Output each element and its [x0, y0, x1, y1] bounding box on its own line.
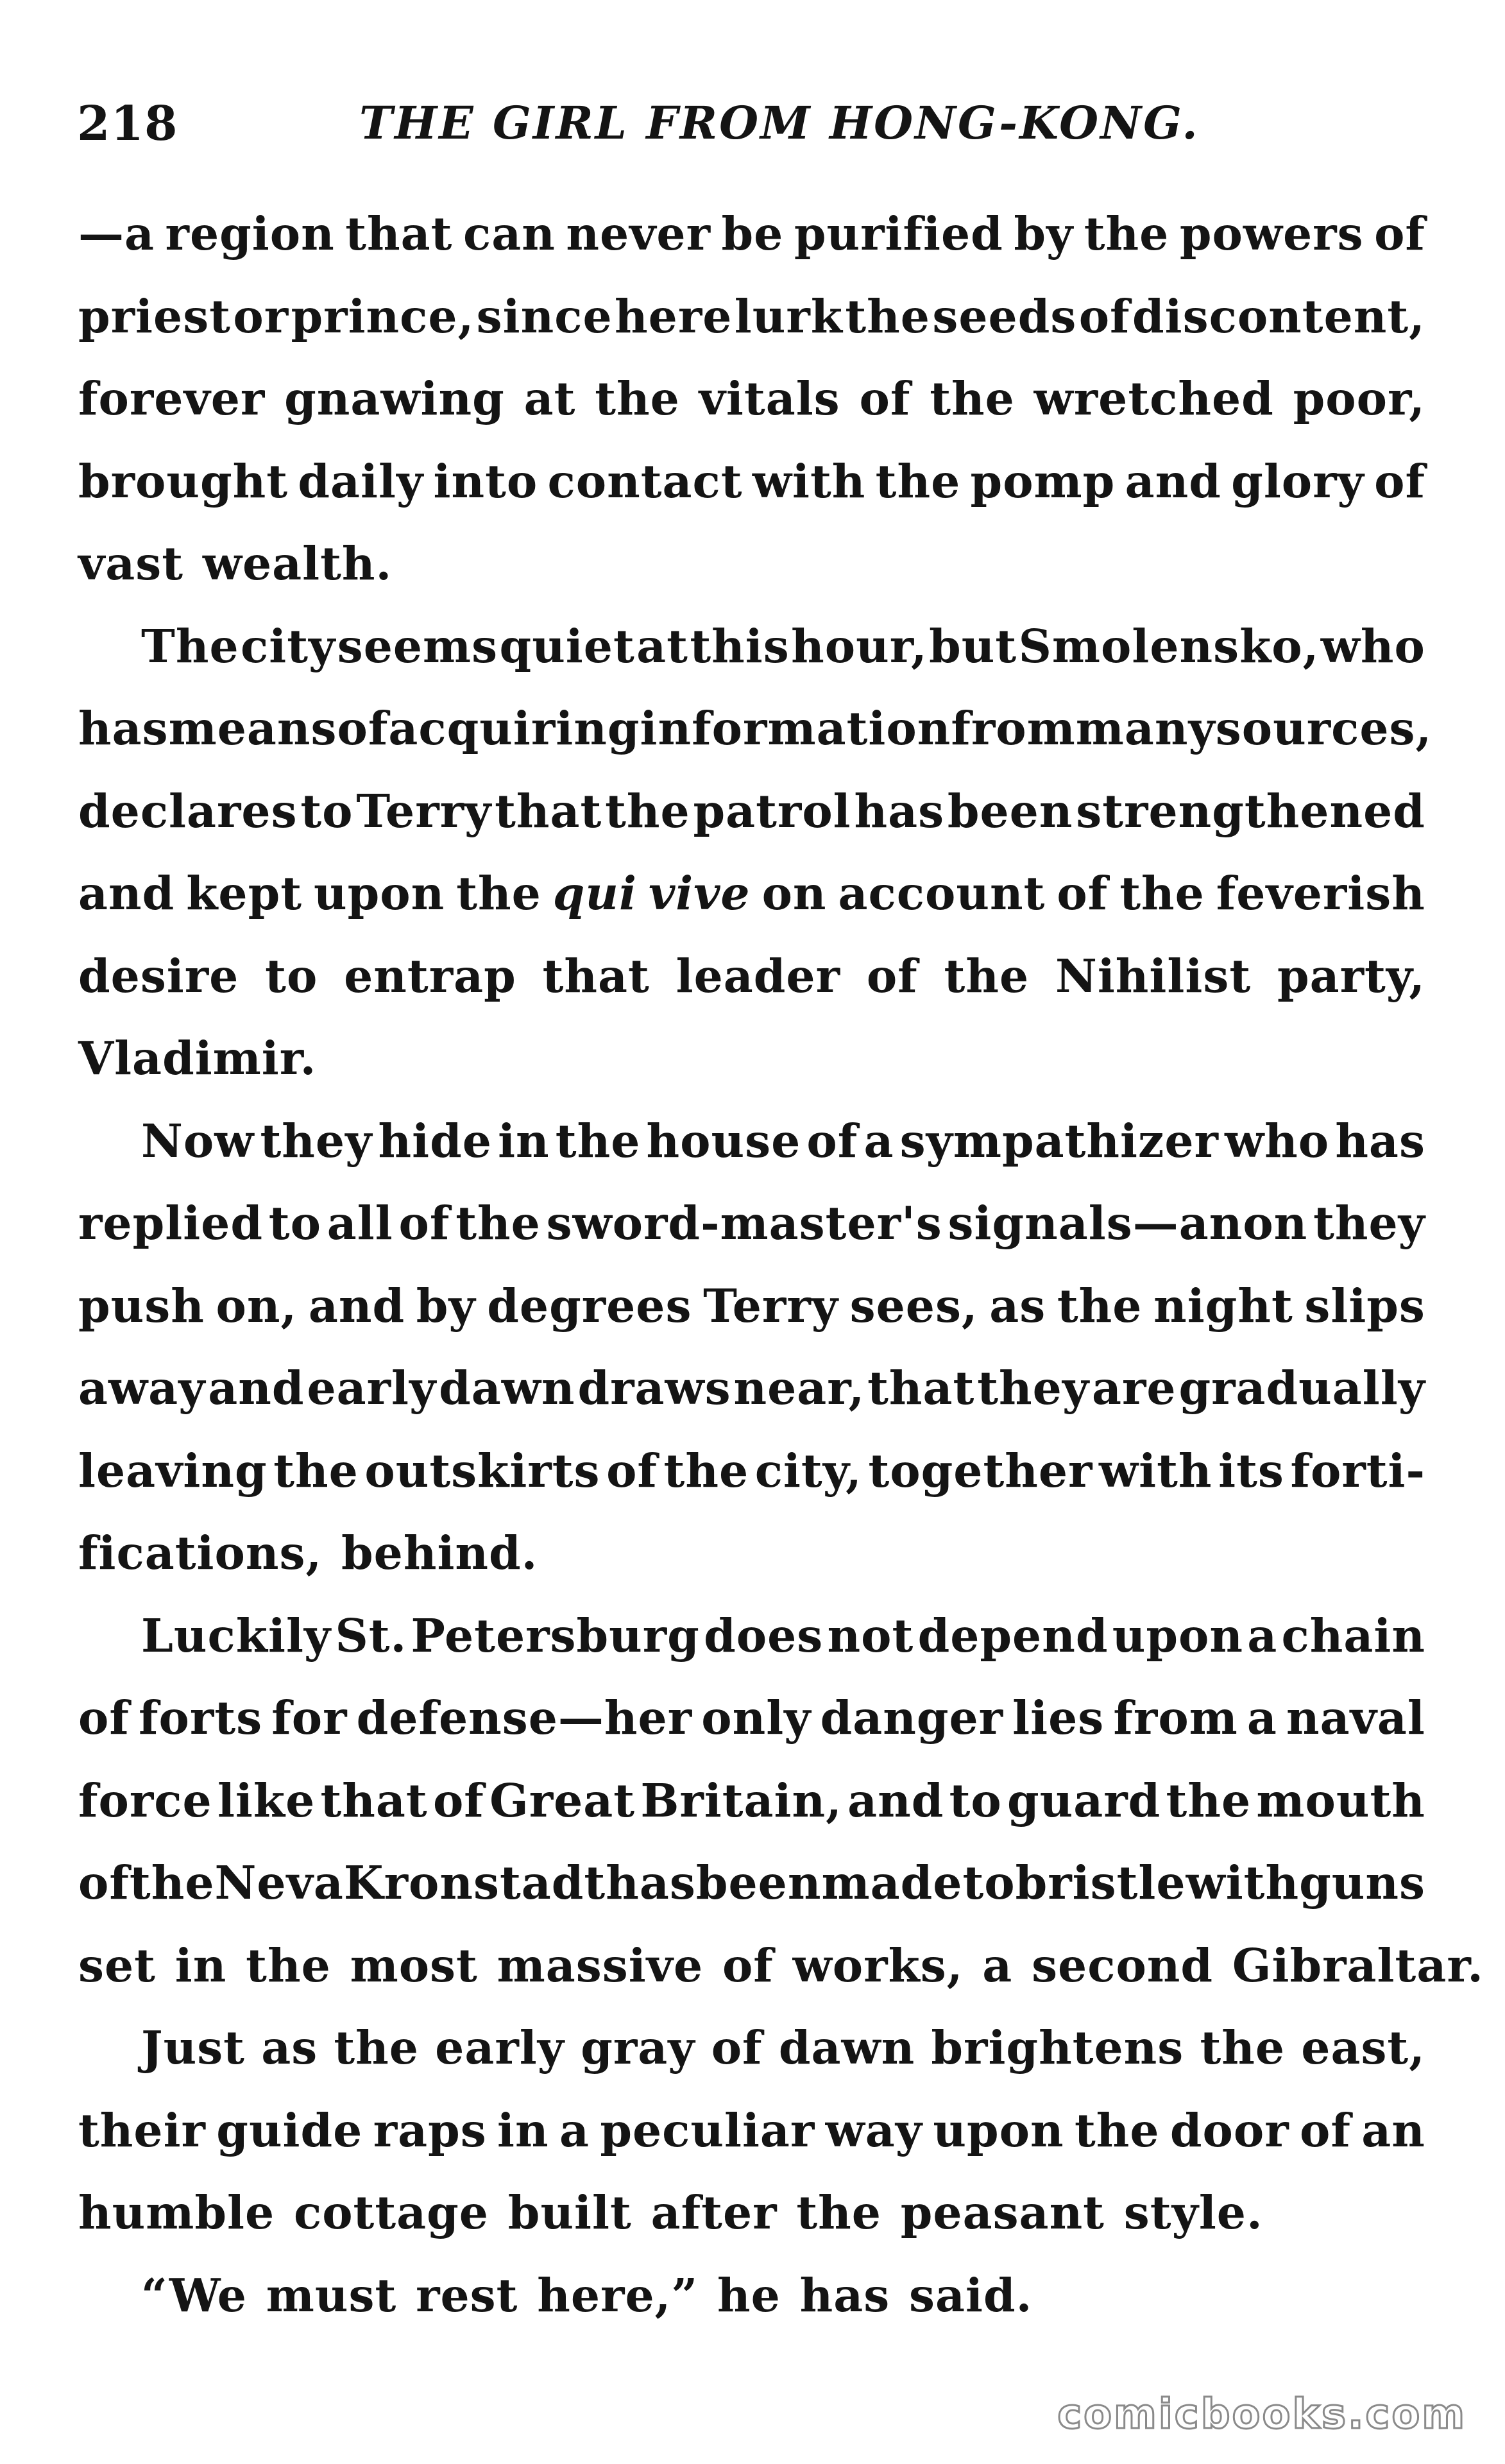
word: brought [78, 454, 289, 508]
word: defense—her [356, 1691, 693, 1745]
word: Neva [214, 1856, 344, 1910]
text-line [78, 687, 1433, 770]
word: of [78, 1856, 130, 1910]
word: the [944, 948, 1030, 1003]
word: they [977, 1361, 1090, 1415]
word: force [78, 1773, 212, 1827]
word: early [435, 2021, 565, 2075]
word: here [615, 289, 733, 343]
word: glory [1231, 454, 1365, 508]
word: party, [1277, 948, 1425, 1003]
word: of [722, 1938, 774, 1992]
word: forti- [1290, 1443, 1425, 1498]
word: the [1166, 1773, 1252, 1827]
word: for [271, 1691, 348, 1745]
word: sword-master's [546, 1196, 942, 1250]
word: sees, [849, 1278, 978, 1333]
word: as [261, 2021, 318, 2075]
word: Petersburg [411, 1608, 700, 1663]
word: by [1014, 207, 1074, 261]
word: has [799, 2268, 890, 2322]
word: but [929, 619, 1017, 673]
word: city [241, 619, 336, 673]
word: here,” [537, 2268, 699, 2322]
word: slips [1304, 1278, 1425, 1333]
word: a [863, 1113, 894, 1168]
word: the [334, 2021, 419, 2075]
text-line [78, 935, 1425, 1018]
word: forever [78, 372, 266, 425]
word: naval [1286, 1691, 1425, 1745]
word: of [859, 372, 911, 425]
word: door [1169, 2103, 1289, 2157]
word: of [337, 701, 389, 755]
word: “We [141, 2268, 247, 2322]
word: vive [648, 866, 751, 920]
text-line [78, 440, 1425, 523]
word: and [78, 866, 175, 920]
word: outskirts [364, 1443, 600, 1498]
word: seeds [932, 289, 1077, 343]
word: the [1057, 1278, 1143, 1333]
word: and [1125, 454, 1221, 508]
word: or [233, 289, 289, 343]
page-header [77, 96, 1431, 167]
word: guns [1299, 1856, 1425, 1910]
word: account [838, 866, 1046, 920]
word: declares [78, 783, 298, 838]
word: and [847, 1773, 944, 1827]
word: and [208, 1361, 305, 1415]
text-line [78, 605, 1425, 688]
word: at [636, 619, 688, 673]
word: Luckily [141, 1608, 332, 1663]
word: leader [676, 948, 840, 1003]
word: the [1119, 866, 1205, 920]
word: who [1320, 619, 1425, 673]
word: —a [78, 207, 155, 261]
word: contact [547, 454, 743, 508]
word: vitals [699, 372, 840, 425]
text-line [78, 1595, 1425, 1677]
word: Nihilist [1055, 948, 1252, 1003]
word: of [806, 1113, 858, 1168]
word: behind. [341, 1526, 538, 1580]
word: the [663, 1443, 749, 1498]
word: from [1113, 1691, 1238, 1745]
word: seems [337, 619, 498, 673]
word: the [930, 372, 1015, 425]
word: that [542, 948, 650, 1003]
word: powers [1179, 207, 1364, 261]
word: vast [78, 536, 184, 590]
word: he [717, 2268, 781, 2322]
word: since [476, 289, 613, 343]
word: in [498, 1113, 550, 1168]
word: after [650, 2186, 778, 2239]
word: hour, [791, 619, 928, 673]
word: that [320, 1773, 428, 1827]
word: chain [1281, 1608, 1425, 1663]
text-line [78, 1924, 1484, 2007]
word: many [1075, 701, 1216, 755]
word: from [951, 701, 1076, 755]
text-line [78, 1842, 1425, 1924]
text-line [78, 357, 1425, 440]
word: Just [141, 2021, 245, 2075]
text-line [78, 1512, 1425, 1595]
text-line [78, 522, 1425, 605]
word: Terry [703, 1278, 838, 1333]
word: been [695, 1856, 822, 1910]
word: lurk [734, 289, 843, 343]
word: this [690, 619, 790, 673]
word: style. [1123, 2186, 1263, 2239]
word: that [867, 1361, 975, 1415]
word: purified [794, 207, 1003, 261]
word: qui [552, 866, 637, 920]
text-line [78, 852, 1425, 935]
word: into [433, 454, 538, 508]
word: the [1074, 2103, 1160, 2157]
text-line [78, 2089, 1425, 2172]
word: night [1153, 1278, 1293, 1333]
word: the [845, 289, 930, 343]
word: Gibraltar. [1232, 1938, 1484, 1992]
word: with [1099, 1443, 1212, 1498]
text-line [78, 1430, 1425, 1512]
word: gnawing [284, 372, 505, 425]
text-line [78, 193, 1425, 275]
word: made [821, 1856, 963, 1910]
word: rest [416, 2268, 518, 2322]
word: bristle [1015, 1856, 1186, 1910]
word: Now [141, 1113, 255, 1168]
word: city, [754, 1443, 862, 1498]
word: only [701, 1691, 812, 1745]
word: Terry [356, 783, 492, 838]
word: dawn [439, 1361, 575, 1415]
word: entrap [344, 948, 516, 1003]
body-text [78, 193, 1484, 2336]
word: peculiar [600, 2103, 815, 2157]
word: prince, [291, 289, 475, 343]
word: they [260, 1113, 373, 1168]
word: as [989, 1278, 1046, 1333]
word: upon [933, 2103, 1064, 2157]
word: massive [497, 1938, 704, 1992]
text-line [78, 1677, 1425, 1759]
word: like [217, 1773, 316, 1827]
word: fications, [78, 1526, 323, 1580]
word: a [1247, 1608, 1278, 1663]
text-line [78, 1347, 1425, 1430]
word: of [78, 1691, 130, 1745]
word: to [949, 1773, 1002, 1827]
word: kept [186, 866, 303, 920]
text-line [78, 1759, 1425, 1842]
word: together [868, 1443, 1093, 1498]
word: all [327, 1196, 393, 1250]
word: cottage [293, 2186, 489, 2239]
word: pomp [970, 454, 1116, 508]
word: wealth. [202, 536, 393, 590]
word: brightens [931, 2021, 1184, 2075]
word: to [300, 783, 353, 838]
word: in [174, 1938, 227, 1992]
word: the [1084, 207, 1169, 261]
word: by [416, 1278, 476, 1333]
word: region [165, 207, 335, 261]
word: priest [78, 289, 231, 343]
word: signals—anon [948, 1196, 1308, 1250]
word: gradually [1178, 1361, 1425, 1415]
word: Smolensko, [1018, 619, 1320, 673]
word: the [273, 1443, 359, 1498]
word: said. [909, 2268, 1033, 2322]
watermark: comicbooks.com [1057, 2391, 1467, 2438]
word: peasant [900, 2186, 1105, 2239]
word: that [345, 207, 453, 261]
word: a [559, 2103, 590, 2157]
word: quiet [499, 619, 635, 673]
word: that [495, 783, 602, 838]
word: house [646, 1113, 801, 1168]
word: hide [378, 1113, 492, 1168]
word: of [398, 1196, 450, 1250]
word: strengthened [1076, 783, 1425, 838]
word: the [875, 454, 961, 508]
word: poor, [1293, 372, 1425, 425]
word: in [497, 2103, 549, 2157]
word: Britain, [640, 1773, 842, 1827]
word: leaving [78, 1443, 268, 1498]
word: replied [78, 1196, 263, 1250]
word: who [1225, 1113, 1330, 1168]
word: The [141, 619, 239, 673]
word: wretched [1033, 372, 1274, 425]
text-line [78, 275, 1425, 358]
word: been [947, 783, 1073, 838]
word: Great [489, 1773, 636, 1827]
word: near, [733, 1361, 865, 1415]
word: on, [216, 1278, 298, 1333]
word: depend [917, 1608, 1109, 1663]
word: of [606, 1443, 658, 1498]
text-line [78, 2006, 1425, 2089]
word: way [825, 2103, 923, 2157]
word: humble [78, 2186, 275, 2239]
word: Kronstadt [343, 1856, 606, 1910]
word: acquiring [388, 701, 640, 755]
word: guard [1007, 1773, 1161, 1827]
word: an [1361, 2103, 1425, 2157]
word: its [1218, 1443, 1284, 1498]
word: on [761, 866, 827, 920]
word: of [711, 2021, 763, 2075]
word: guide [216, 2103, 363, 2157]
word: with [1186, 1856, 1300, 1910]
running-head: THE GIRL FROM HONG-KONG. [359, 96, 1200, 150]
word: the [605, 783, 690, 838]
text-line [78, 1100, 1425, 1183]
word: dawn [778, 2021, 915, 2075]
word: upon [1112, 1608, 1243, 1663]
word: a [982, 1938, 1013, 1992]
word: they [1313, 1196, 1425, 1250]
text-line [78, 770, 1425, 853]
word: gray [581, 2021, 695, 2075]
word: sources, [1215, 701, 1433, 755]
word: to [268, 1196, 321, 1250]
word: does [704, 1608, 824, 1663]
word: mouth [1256, 1773, 1425, 1827]
word: lies [1012, 1691, 1105, 1745]
word: push [78, 1278, 205, 1333]
word: the [1200, 2021, 1286, 2075]
word: to [962, 1856, 1016, 1910]
word: patrol [693, 783, 851, 838]
word: desire [78, 948, 239, 1003]
word: of [1299, 2103, 1351, 2157]
word: of [432, 1773, 484, 1827]
word: has [854, 783, 945, 838]
page-number: 218 [77, 96, 178, 151]
word: the [796, 2186, 881, 2239]
word: can [463, 207, 556, 261]
word: of [1057, 866, 1109, 920]
word: has [78, 701, 169, 755]
word: St. [335, 1608, 407, 1663]
word: Vladimir. [78, 1031, 317, 1085]
word: at [523, 372, 576, 425]
word: with [752, 454, 866, 508]
word: daily [298, 454, 424, 508]
word: set [78, 1938, 156, 1992]
word: discontent, [1132, 289, 1425, 343]
word: of [1374, 454, 1425, 508]
word: forts [139, 1691, 263, 1745]
word: the [246, 1938, 331, 1992]
word: has [1335, 1113, 1425, 1168]
word: be [721, 207, 784, 261]
word: of [1078, 289, 1130, 343]
word: information [640, 701, 951, 755]
word: feverish [1216, 866, 1425, 920]
word: the [595, 372, 680, 425]
word: sympathizer [899, 1113, 1219, 1168]
word: means [168, 701, 337, 755]
word: a [1246, 1691, 1277, 1745]
word: degrees [487, 1278, 692, 1333]
word: away [78, 1361, 206, 1415]
word: upon [314, 866, 445, 920]
word: works, [792, 1938, 964, 1992]
word: built [507, 2186, 632, 2239]
word: east, [1301, 2021, 1425, 2075]
word: never [566, 207, 711, 261]
text-line [78, 2254, 1425, 2337]
word: the [555, 1113, 641, 1168]
word: raps [373, 2103, 487, 2157]
word: their [78, 2103, 206, 2157]
word: has [606, 1856, 696, 1910]
word: the [455, 1196, 541, 1250]
word: of [866, 948, 918, 1003]
text-line [78, 1265, 1425, 1348]
text-line [78, 1017, 1425, 1100]
word: second [1032, 1938, 1214, 1992]
word: of [1374, 207, 1425, 261]
word: danger [820, 1691, 1004, 1745]
word: draws [577, 1361, 731, 1415]
word: early [307, 1361, 437, 1415]
word: the [456, 866, 541, 920]
word: are [1091, 1361, 1177, 1415]
word: must [266, 2268, 397, 2322]
text-line [78, 2171, 1425, 2254]
word: not [827, 1608, 914, 1663]
word: the [129, 1856, 215, 1910]
word: to [265, 948, 318, 1003]
text-line [78, 1182, 1425, 1265]
word: most [350, 1938, 478, 1992]
word: and [308, 1278, 405, 1333]
